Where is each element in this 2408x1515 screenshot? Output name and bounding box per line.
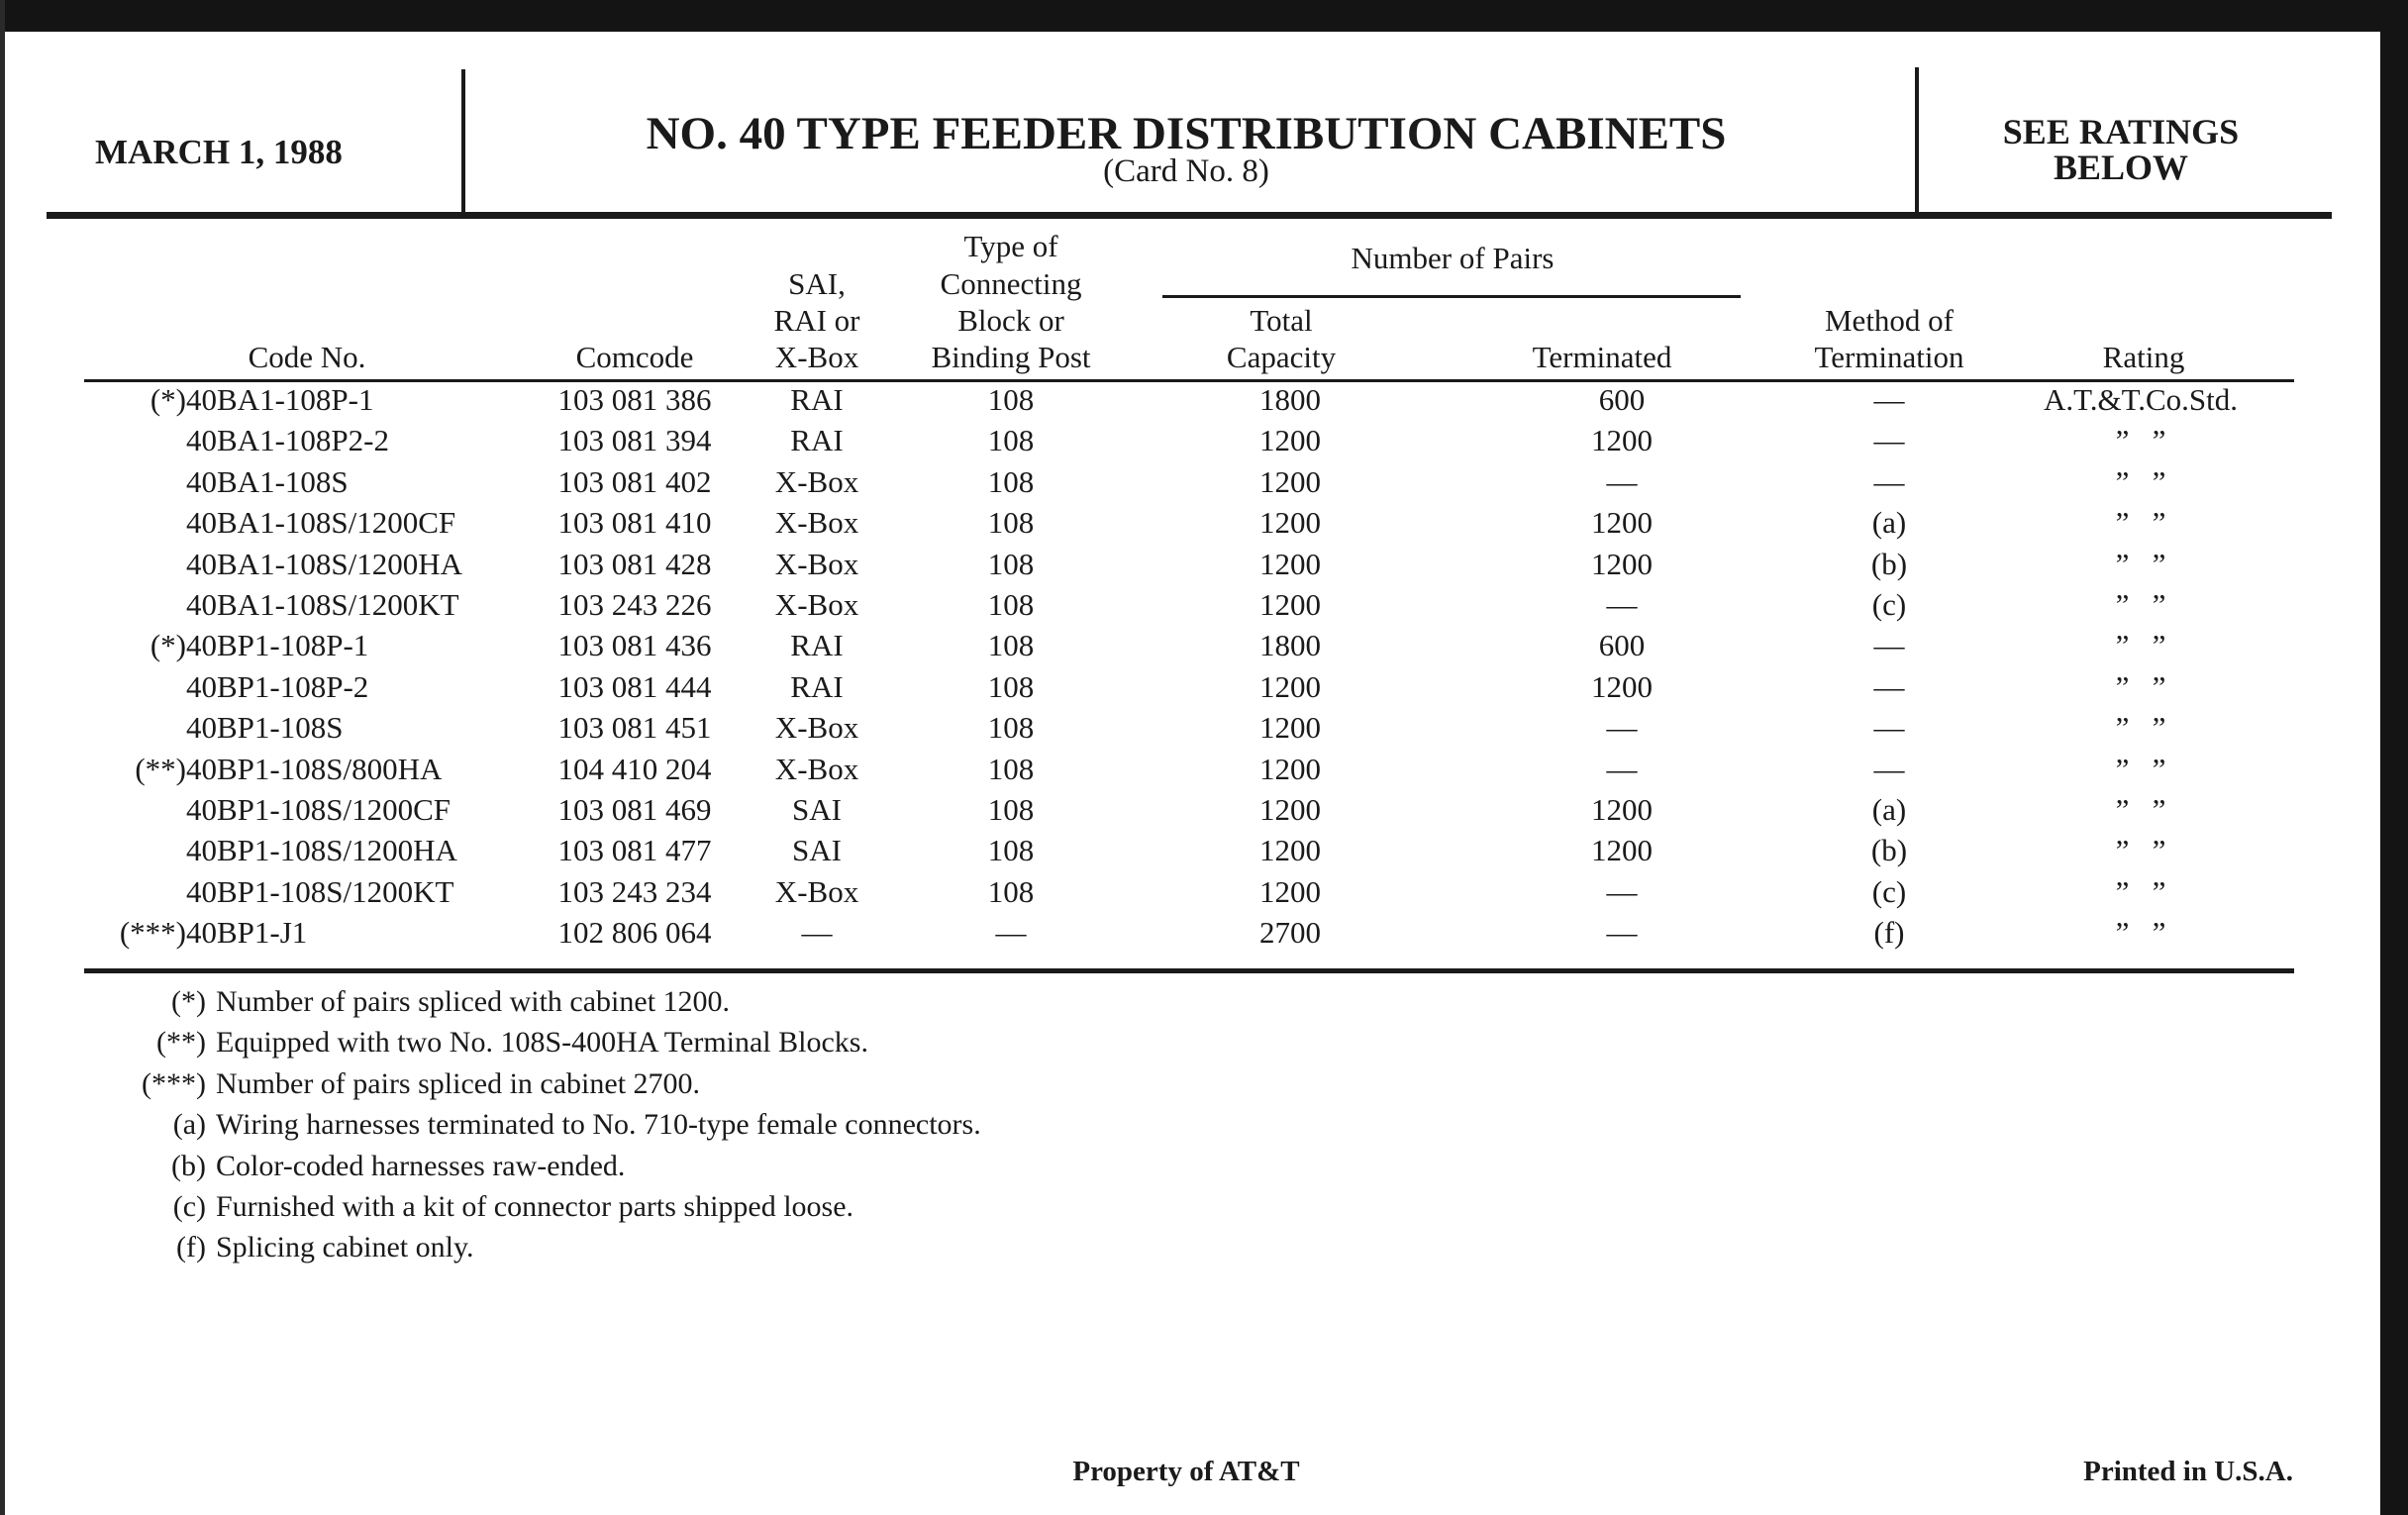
cell-comcode: 103 081 386 xyxy=(557,382,712,417)
footnote-text: Equipped with two No. 108S-400HA Terminal Blocks. xyxy=(216,1026,868,1060)
cell-post: 108 xyxy=(987,833,1035,868)
cell-code: 40BA1-108P-1 xyxy=(186,382,374,417)
cell-code: 40BP1-108S/1200KT xyxy=(186,873,454,909)
col-terminated: Terminated xyxy=(1532,340,1672,374)
cell-total: 1200 xyxy=(1259,463,1321,499)
cell-post: — xyxy=(995,915,1027,951)
cell-code: 40BP1-108P-1 xyxy=(186,628,369,663)
cell-comcode: 103 243 226 xyxy=(557,587,712,622)
cell-terminated: 1200 xyxy=(1591,668,1653,704)
footer-property: Property of AT&T xyxy=(1072,1456,1300,1487)
cell-box: — xyxy=(801,915,833,951)
cell-comcode: 103 081 477 xyxy=(557,833,712,868)
col-group-number-of-pairs: Number of Pairs xyxy=(1351,241,1555,275)
cell-total: 1800 xyxy=(1259,628,1321,663)
cell-method: (f) xyxy=(1873,915,1905,951)
cell-rating: ” ” xyxy=(2115,833,2166,868)
cell-comcode: 103 081 394 xyxy=(557,423,712,458)
cell-terminated: 600 xyxy=(1598,382,1646,417)
col-box-line1: SAI, xyxy=(788,266,846,301)
col-connecting-line4: Binding Post xyxy=(931,340,1091,374)
cell-box: X-Box xyxy=(774,710,859,746)
cell-terminated: — xyxy=(1606,873,1638,909)
cell-rating: ” ” xyxy=(2115,915,2166,951)
cell-comcode: 103 081 451 xyxy=(557,710,712,746)
cell-total: 1200 xyxy=(1259,546,1321,581)
cell-comcode: 103 081 436 xyxy=(557,628,712,663)
cell-terminated: — xyxy=(1606,710,1638,746)
header-rule xyxy=(47,212,2332,219)
scan-border-right xyxy=(2380,0,2408,1515)
cell-rating: ” ” xyxy=(2115,873,2166,909)
footnote-text: Wiring harnesses terminated to No. 710-type female connectors. xyxy=(216,1108,981,1142)
footnote-mark: (f) xyxy=(176,1231,206,1264)
cell-method: (a) xyxy=(1871,792,1907,827)
cell-method: (b) xyxy=(1870,546,1908,581)
cell-terminated: — xyxy=(1606,915,1638,951)
footnote-mark: (a) xyxy=(172,1108,206,1142)
cell-terminated: 1200 xyxy=(1591,546,1653,581)
cell-post: 108 xyxy=(987,423,1035,458)
cell-method: — xyxy=(1873,463,1905,499)
card-date: MARCH 1, 1988 xyxy=(95,133,343,171)
cell-total: 1200 xyxy=(1259,587,1321,622)
cell-method: — xyxy=(1873,751,1905,786)
cell-comcode: 103 081 410 xyxy=(557,505,712,541)
footnote-text: Color-coded harnesses raw-ended. xyxy=(216,1149,626,1182)
header-divider-right xyxy=(1915,67,1919,216)
cell-code: 40BA1-108S xyxy=(186,463,349,499)
card-number: (Card No. 8) xyxy=(1103,153,1269,189)
cell-box: SAI xyxy=(792,833,842,868)
cell-code: 40BP1-108S/1200CF xyxy=(186,792,452,827)
cell-post: 108 xyxy=(987,505,1035,541)
cell-total: 1200 xyxy=(1259,423,1321,458)
cell-rating: ” ” xyxy=(2115,587,2166,622)
col-total-line1: Total xyxy=(1250,303,1313,338)
cell-total: 1200 xyxy=(1259,668,1321,704)
cell-terminated: 600 xyxy=(1598,628,1646,663)
cell-code: 40BP1-108P-2 xyxy=(186,668,369,704)
cell-terminated: — xyxy=(1606,751,1638,786)
footnote-text: Number of pairs spliced in cabinet 2700. xyxy=(216,1066,701,1100)
col-code: Code No. xyxy=(248,340,366,374)
cell-total: 2700 xyxy=(1259,915,1321,951)
col-method-line1: Method of xyxy=(1824,303,1955,338)
cell-rating: ” ” xyxy=(2115,792,2166,827)
cell-box: X-Box xyxy=(774,505,859,541)
footnote-text: Splicing cabinet only. xyxy=(216,1231,474,1264)
footnote-mark: (c) xyxy=(172,1190,206,1223)
col-total-line2: Capacity xyxy=(1226,340,1337,374)
col-method-line2: Termination xyxy=(1814,340,1964,374)
cell-comcode: 104 410 204 xyxy=(557,751,712,786)
cell-total: 1200 xyxy=(1259,751,1321,786)
cell-code: 40BP1-108S/800HA xyxy=(186,751,443,786)
cell-post: 108 xyxy=(987,751,1035,786)
row-footnote-marker: (*) xyxy=(150,382,186,417)
col-rating: Rating xyxy=(2102,340,2185,374)
cell-code: 40BP1-J1 xyxy=(186,915,308,951)
ratings-note-line1: SEE RATINGS xyxy=(2002,112,2240,152)
col-box-line2: RAI or xyxy=(773,303,860,338)
cell-box: X-Box xyxy=(774,463,859,499)
cell-comcode: 103 081 428 xyxy=(557,546,712,581)
footnote-mark: (***) xyxy=(142,1066,206,1100)
cell-post: 108 xyxy=(987,587,1035,622)
cell-method: — xyxy=(1873,668,1905,704)
cell-comcode: 103 243 234 xyxy=(557,873,712,909)
cell-box: RAI xyxy=(790,668,844,704)
cell-method: — xyxy=(1873,628,1905,663)
cell-terminated: 1200 xyxy=(1591,792,1653,827)
cell-code: 40BA1-108S/1200HA xyxy=(186,546,463,581)
cell-post: 108 xyxy=(987,382,1035,417)
page-title: NO. 40 TYPE FEEDER DISTRIBUTION CABINETS xyxy=(646,108,1727,159)
cell-terminated: 1200 xyxy=(1591,833,1653,868)
footnote-mark: (*) xyxy=(171,985,206,1018)
col-comcode: Comcode xyxy=(575,340,694,374)
cell-post: 108 xyxy=(987,463,1035,499)
cell-box: RAI xyxy=(790,423,844,458)
table-header-rule xyxy=(84,379,2294,382)
footnote-mark: (**) xyxy=(156,1026,206,1060)
cell-comcode: 103 081 402 xyxy=(557,463,712,499)
row-footnote-marker: (**) xyxy=(135,751,186,786)
cell-method: — xyxy=(1873,710,1905,746)
cell-post: 108 xyxy=(987,792,1035,827)
cell-box: X-Box xyxy=(774,751,859,786)
cell-total: 1200 xyxy=(1259,833,1321,868)
cell-code: 40BA1-108S/1200KT xyxy=(186,587,459,622)
footnote-mark: (b) xyxy=(171,1149,206,1182)
row-footnote-marker: (***) xyxy=(119,915,186,951)
cell-post: 108 xyxy=(987,628,1035,663)
cell-total: 1200 xyxy=(1259,710,1321,746)
cell-terminated: 1200 xyxy=(1591,505,1653,541)
group-rule xyxy=(1162,295,1741,298)
header-divider-left xyxy=(461,69,465,216)
cell-code: 40BA1-108S/1200CF xyxy=(186,505,456,541)
cell-rating: ” ” xyxy=(2115,423,2166,458)
cell-terminated: — xyxy=(1606,463,1638,499)
footnote-text: Number of pairs spliced with cabinet 1200. xyxy=(216,985,731,1018)
table-bottom-rule xyxy=(84,968,2294,973)
cell-box: X-Box xyxy=(774,873,859,909)
cell-box: X-Box xyxy=(774,546,859,581)
cell-method: — xyxy=(1873,382,1905,417)
scan-border-top xyxy=(0,0,2408,32)
cell-rating: ” ” xyxy=(2115,628,2166,663)
cell-box: RAI xyxy=(790,382,844,417)
col-connecting-line1: Type of xyxy=(963,229,1058,263)
cell-rating: ” ” xyxy=(2115,505,2166,541)
cell-comcode: 103 081 469 xyxy=(557,792,712,827)
cell-terminated: — xyxy=(1606,587,1638,622)
col-connecting-line3: Block or xyxy=(957,303,1064,338)
cell-rating: ” ” xyxy=(2115,463,2166,499)
cell-total: 1200 xyxy=(1259,505,1321,541)
cell-method: (c) xyxy=(1871,587,1907,622)
col-connecting-line2: Connecting xyxy=(940,266,1082,301)
cell-rating: ” ” xyxy=(2115,546,2166,581)
cell-rating: ” ” xyxy=(2115,668,2166,704)
cell-post: 108 xyxy=(987,668,1035,704)
scan-border-left xyxy=(0,0,5,1515)
cell-code: 40BP1-108S xyxy=(186,710,344,746)
cell-box: RAI xyxy=(790,628,844,663)
cell-method: (b) xyxy=(1870,833,1908,868)
cell-comcode: 103 081 444 xyxy=(557,668,712,704)
cell-rating: A.T.&T.Co.Std. xyxy=(2043,382,2239,417)
cell-method: (c) xyxy=(1871,873,1907,909)
footer-printed: Printed in U.S.A. xyxy=(2083,1456,2293,1487)
cell-post: 108 xyxy=(987,873,1035,909)
cell-method: (a) xyxy=(1871,505,1907,541)
cell-code: 40BA1-108P2-2 xyxy=(186,423,389,458)
cell-total: 1200 xyxy=(1259,792,1321,827)
cell-rating: ” ” xyxy=(2115,710,2166,746)
cell-box: SAI xyxy=(792,792,842,827)
row-footnote-marker: (*) xyxy=(150,628,186,663)
cell-method: — xyxy=(1873,423,1905,458)
cell-post: 108 xyxy=(987,710,1035,746)
cell-code: 40BP1-108S/1200HA xyxy=(186,833,457,868)
cell-box: X-Box xyxy=(774,587,859,622)
cell-total: 1200 xyxy=(1259,873,1321,909)
col-box-line3: X-Box xyxy=(774,340,859,374)
cell-rating: ” ” xyxy=(2115,751,2166,786)
cell-post: 108 xyxy=(987,546,1035,581)
ratings-note-line2: BELOW xyxy=(2053,148,2189,187)
footnote-text: Furnished with a kit of connector parts shipped loose. xyxy=(216,1190,854,1223)
cell-total: 1800 xyxy=(1259,382,1321,417)
cell-terminated: 1200 xyxy=(1591,423,1653,458)
cell-comcode: 102 806 064 xyxy=(557,915,712,951)
